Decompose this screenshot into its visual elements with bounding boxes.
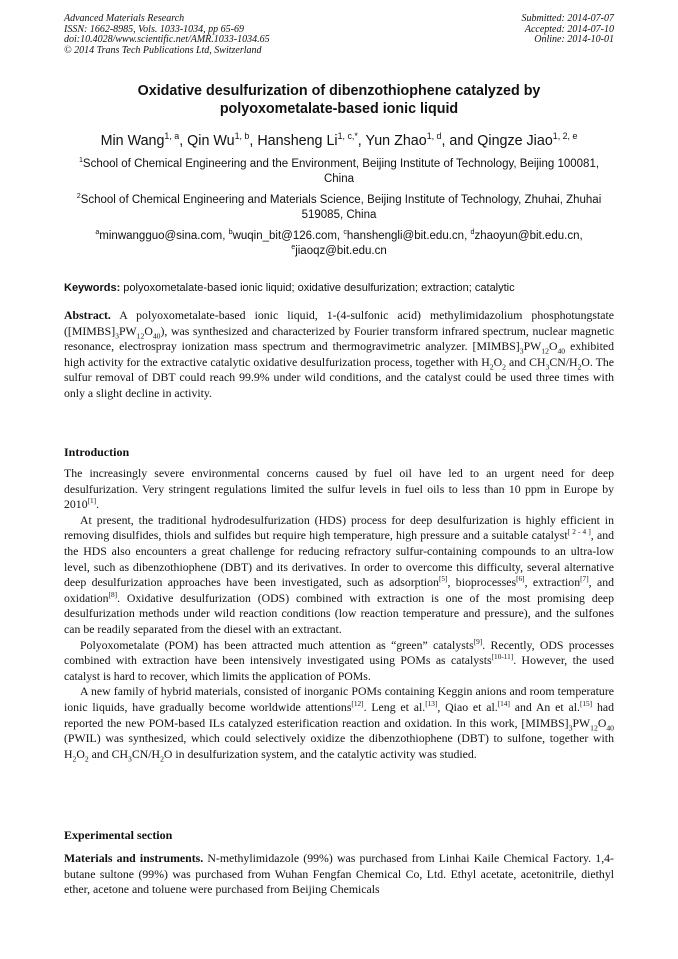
text-run: A polyoxometalate-based ionic liquid, 1-(4-sulfonic acid) methylimidazolium phosphotungstate ([MIMBS] [64, 308, 614, 338]
affiliation-1 [64, 157, 614, 187]
email-marker: a [95, 228, 100, 237]
citation-marker: [8] [108, 589, 118, 599]
text-run: O [548, 339, 558, 354]
author-separator: , [357, 133, 366, 149]
email-marker: c [343, 228, 347, 237]
text-run: PW [118, 323, 137, 338]
text-run: CN/H [549, 354, 578, 369]
subscript: 2 [489, 362, 494, 372]
online-date: Online: 2014-10-01 [534, 34, 614, 45]
text-run: and CH [88, 746, 129, 761]
subscript: 40 [557, 346, 566, 356]
subscript: 2 [577, 362, 582, 372]
citation-marker: [12] [351, 698, 364, 708]
citation-marker: [7] [580, 574, 589, 584]
submitted-date: Submitted: 2014-07-07 [521, 13, 614, 24]
introduction-heading: Introduction [64, 445, 130, 459]
text-run: , bioprocesses [447, 575, 517, 590]
text-run: , Qiao et al. [437, 699, 498, 714]
introduction-paragraph [64, 513, 614, 638]
email-marker: b [228, 228, 233, 237]
author-affiliation-marker: 1, d [426, 131, 442, 142]
affiliation-marker: 2 [76, 192, 81, 201]
text-run: O [144, 323, 153, 338]
dates-info [522, 14, 615, 46]
affiliation-2 [64, 193, 614, 223]
text-run: O in desulfurization system, and the catalytic activity was studied. [163, 746, 477, 761]
citation-marker: [1] [87, 496, 97, 506]
author-affiliation-marker: 1, b [234, 131, 250, 142]
subscript: 40 [606, 722, 614, 732]
text-run: and CH [505, 354, 546, 369]
text-run: ), was synthesized and characterized by Fourier transform infrared spectrum, nuclear magnetic resonance, electrospray ionization mass spectrum and thermogravimetric analyzer. [MIMBS] [64, 323, 614, 354]
text-run: O [597, 715, 607, 730]
subscript: 3 [128, 754, 132, 764]
citation-marker: [9] [473, 636, 483, 646]
email-address: hanshengli@bit.edu.cn, [346, 230, 471, 242]
author-name: Min Wang [100, 133, 165, 149]
citation-marker: [6] [516, 574, 525, 584]
text-run: . Recently, ODS processes combined with extraction have been intensively investigated using POMs as catalysts [64, 637, 614, 668]
subscript: 12 [136, 330, 145, 340]
citation-marker: [5] [438, 574, 448, 584]
email-address: wuqin_bit@126.com, [232, 230, 344, 242]
author-name: Qingze Jiao [477, 133, 553, 149]
citation-marker: [15] [579, 698, 593, 708]
email-marker: d [470, 228, 475, 237]
title-line-1: Oxidative desulfurization of dibenzothiophene catalyzed by [137, 83, 541, 99]
experimental-heading: Experimental section [64, 828, 173, 842]
text-run: . Oxidative desulfurization (ODS) combined with extraction is one of the most promising deep desulfurization methods under wild reaction conditions (low reaction temperature and pressure), and the sulfones can be readily separated from the diesel with an extractant. [64, 590, 614, 636]
subscript: 3 [115, 330, 119, 340]
introduction-paragraph [64, 638, 614, 685]
text-run: . [96, 497, 100, 512]
email-marker: e [291, 243, 296, 252]
email-address: minwangguo@sina.com, [99, 230, 229, 242]
subscript: 2 [72, 754, 77, 764]
text-run: PW [572, 715, 591, 730]
text-run: At present, the traditional hydrodesulfurization (HDS) process for deep desulfurization is highly efficient in removing disulfides, thiols and sulfides but require high temperature, high pressure and a suitable catalyst [64, 512, 614, 543]
citation-marker: [10-11] [491, 652, 514, 662]
text-run: Polyoxometalate (POM) has been attracted much attention as “green” catalysts [80, 637, 474, 652]
text-run: . Leng et al. [363, 699, 426, 714]
affiliation-marker: 1 [78, 156, 83, 165]
email-address: jiaoqz@bit.edu.cn [295, 245, 387, 257]
abstract [64, 308, 614, 402]
journal-info [64, 14, 270, 56]
text-run: O [76, 746, 85, 761]
text-run: , extraction [524, 575, 581, 590]
text-run: CN/H [131, 746, 161, 761]
keywords [64, 281, 624, 295]
author-separator: , and [441, 133, 478, 149]
subscript: 2 [84, 754, 89, 764]
author-affiliation-marker: 1, a [164, 131, 180, 142]
email-address: zhaoyun@bit.edu.cn, [474, 230, 583, 242]
text-run: O. The sulfur removal of DBT could reach 99.9% under wild conditions, and the catalyst could be used three times with only a slight decline in activity. [64, 354, 614, 400]
subscript: 3 [545, 362, 550, 372]
title-line-2: polyoxometalate-based ionic liquid [219, 101, 459, 117]
subscript: 12 [590, 722, 598, 732]
author-affiliation-marker: 1, 2, e [552, 131, 578, 142]
author-name: Yun Zhao [365, 133, 427, 149]
accepted-date: Accepted: 2014-07-10 [524, 23, 614, 35]
subscript: 3 [519, 346, 524, 356]
text-run: and An et al. [509, 699, 580, 714]
citation-marker: [13] [425, 698, 438, 708]
paper-title [60, 82, 618, 118]
abstract-body [64, 308, 614, 400]
author-separator: , [179, 133, 188, 149]
text-run: (PWIL) was synthesized, which could selectively oxidize the dibenzothiophene (DBT) to sulfone, together with H [64, 731, 614, 761]
citation-marker: [14] [497, 698, 510, 708]
author-affiliation-marker: 1, c,* [337, 131, 358, 142]
subscript: 3 [568, 722, 573, 732]
materials-paragraph [64, 851, 614, 898]
text-run: A new family of hybrid materials, consisted of inorganic POMs containing Keggin anions and room temperature ionic liquids, have gradually become worldwide attentions [64, 684, 614, 714]
text-run: , and the HDS also encounters a great challenge for reducing refractory sulfur-containing compounds to an ultra-low level, such as dibenzothiophene (DBT) and its derivatives. In order to overcome this difficulty, several alternative deep desulfurization approaches have been investigated, such as adsorption [64, 528, 614, 590]
text-run: PW [523, 339, 542, 354]
keywords-label: Keywords: [64, 282, 121, 294]
text-run: exhibited high activity for the extractive catalytic oxidative desulfurization process, together with H [64, 339, 614, 369]
text-run: , and oxidation [64, 575, 614, 605]
author-name: Hansheng Li [257, 133, 338, 149]
text-run: The increasingly severe environmental concerns caused by fuel oil have led to an urgent need for deep desulfurization. Very stringent regulations limited the sulfur levels in fuel oils to less than 10 ppm in Europe by 2010 [64, 466, 614, 512]
copyright-line: © 2014 Trans Tech Publications Ltd, Switzerland [64, 44, 262, 56]
author-list [40, 132, 638, 150]
materials-runin: Materials and instruments. [64, 851, 204, 865]
introduction-body [64, 466, 614, 762]
text-run: had reported the new POM-based ILs catalyzed esterification reaction and oxidation. In this work, [MIMBS] [64, 699, 614, 730]
abstract-label: Abstract. [64, 308, 111, 322]
author-separator: , [249, 133, 258, 149]
subscript: 12 [541, 346, 549, 356]
introduction-paragraph [64, 466, 614, 513]
email-list [64, 229, 614, 259]
journal-name: Advanced Materials Research [64, 13, 185, 24]
introduction-paragraph [64, 684, 614, 762]
issn-line: ISSN: 1662-8985, Vols. 1033-1034, pp 65-69 [64, 23, 244, 35]
text-run: . However, the used catalyst is hard to recover, which limits the application of POMs. [64, 653, 614, 683]
keywords-text: polyoxometalate-based ionic liquid; oxidative desulfurization; extraction; catalytic [120, 282, 515, 294]
subscript: 40 [152, 330, 161, 340]
affiliation-text: School of Chemical Engineering and the Environment, Beijing Institute of Technology, Beijing 100081, China [82, 158, 600, 185]
citation-marker: [ 2 - 4 ] [567, 527, 591, 537]
materials-text: N-methylimidazole (99%) was purchased from Linhai Kaile Chemical Factory. 1,4-butane sultone (99%) was purchased from Wuhan Fengfan Chemical Co, Ltd. Ethyl acetate, acetonitrile, diethyl ether, acetone and toluene were purchased from Beijing Chemicals [64, 851, 614, 897]
text-run: O [493, 354, 503, 369]
affiliation-text: School of Chemical Engineering and Materials Science, Beijing Institute of Technology, Zhuhai, Zhuhai 519085, China [80, 194, 602, 221]
subscript: 2 [502, 362, 506, 372]
doi-line: doi:10.4028/www.scientific.net/AMR.1033-1034.65 [64, 34, 270, 45]
author-name: Qin Wu [187, 133, 235, 149]
subscript: 2 [160, 754, 164, 764]
